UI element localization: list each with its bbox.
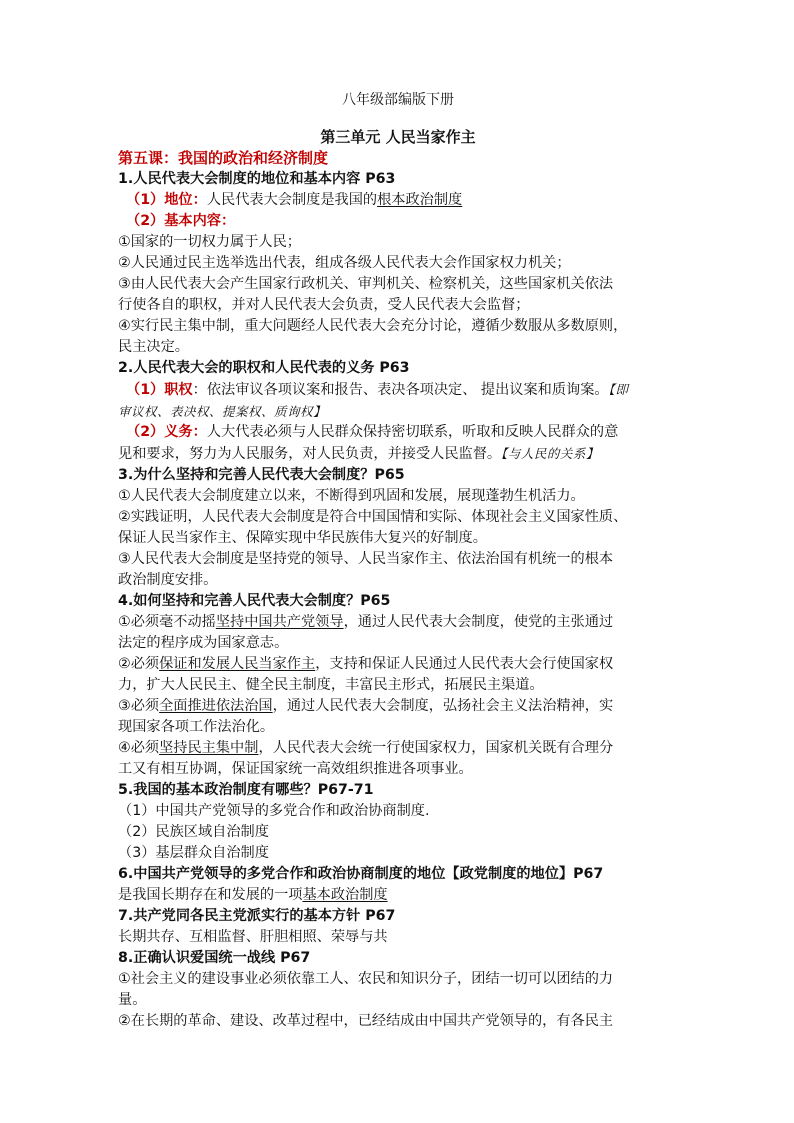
s3-item: 政治制度安排。 bbox=[118, 572, 218, 588]
s4-item-2-pre: ②必须 bbox=[118, 656, 160, 672]
s4-item-3 bbox=[118, 696, 678, 717]
question-1: 1.人民代表大会制度的地位和基本内容 P63 bbox=[118, 171, 396, 187]
s4-item-3-post: ，通过人民代表大会制度，弘扬社会主义法治精神，实 bbox=[272, 698, 614, 714]
s8-item: 量。 bbox=[118, 992, 147, 1008]
question-6: 6.中国共产党领导的多党合作和政治协商制度的地位【政党制度的地位】P67 bbox=[118, 866, 604, 882]
status-underline: 根本政治制度 bbox=[377, 192, 463, 208]
question-7: 7.共产党同各民主党派实行的基本方针 P67 bbox=[118, 908, 396, 924]
s6-answer-underline: 基本政治制度 bbox=[302, 887, 388, 903]
question-2: 2.人民代表大会的职权和人民代表的义务 P63 bbox=[118, 360, 410, 376]
question-5: 5.我国的基本政治制度有哪些？P67-71 bbox=[118, 782, 374, 798]
duties-paragraph-cont bbox=[118, 443, 678, 465]
s8-item: ①社会主义的建设事业必须依靠工人、农民和知识分子，团结一切可以团结的力 bbox=[118, 971, 614, 987]
label-duties: （2）义务： bbox=[126, 424, 207, 440]
s4-item-1-pre: ①必须毫不动摇 bbox=[118, 614, 216, 630]
s5-item: （3）基层群众自治制度 bbox=[118, 845, 269, 861]
s4-item-3-cont: 现国家各项工作法治化。 bbox=[118, 719, 275, 735]
s4-item-2 bbox=[118, 654, 678, 675]
s4-item-2-post: ，支持和保证人民通过人民代表大会行使国家权 bbox=[315, 656, 614, 672]
s4-item-4 bbox=[118, 738, 678, 759]
s6-answer-pre: 是我国长期存在和发展的一项 bbox=[118, 887, 303, 903]
unit-title: 第三单元 人民当家作主 bbox=[320, 128, 476, 146]
label-basic-content: （2）基本内容： bbox=[126, 213, 236, 229]
powers-paragraph bbox=[118, 379, 678, 401]
s4-item-1-cont: 法定的程序成为国家意志。 bbox=[118, 635, 289, 651]
s4-item-1 bbox=[118, 612, 678, 633]
s4-item-2-cont: 力，扩大人民民主、健全民主制度，丰富民主形式，拓展民主渠道。 bbox=[118, 677, 544, 693]
s1-item: ④实行民主集中制，重大问题经人民代表大会充分讨论，遵循少数服从多数原则， bbox=[118, 318, 628, 334]
powers-text: ：依法审议各项议案和报告、表决各项决定、 提出议案和质询案。 bbox=[192, 382, 609, 398]
duties-paragraph bbox=[118, 422, 678, 443]
document-title: 八年级部编版下册 bbox=[342, 92, 454, 108]
question-4: 4.如何坚持和完善人民代表大会制度？P65 bbox=[118, 593, 391, 609]
s4-item-4-post: ，人民代表大会统一行使国家权力，国家机关既有合理分 bbox=[258, 740, 614, 756]
lesson-title: 第五课：我国的政治和经济制度 bbox=[118, 149, 329, 167]
s8-item: ②在长期的革命、建设、改革过程中，已经结成由中国共产党领导的，有各民主 bbox=[118, 1013, 614, 1029]
s1-item: ③由人民代表大会产生国家行政机关、审判机关、检察机关，这些国家机关依法 bbox=[118, 276, 614, 292]
s4-item-2-underline: 保证和发展人民当家作主 bbox=[159, 656, 316, 672]
question-8: 8.正确认识爱国统一战线 P67 bbox=[118, 950, 311, 966]
s4-item-4-pre: ④必须 bbox=[118, 740, 160, 756]
s5-item: （1）中国共产党领导的多党合作和政治协商制度. bbox=[118, 803, 430, 819]
label-status: （1）地位： bbox=[126, 192, 207, 208]
s4-item-1-post: ，通过人民代表大会制度，使党的主张通过 bbox=[343, 614, 614, 630]
duties-text-cont: 见和要求，努力为人民服务，对人民负责，并接受人民监督。 bbox=[118, 446, 502, 462]
status-paragraph bbox=[118, 190, 678, 211]
s4-item-1-underline: 坚持中国共产党领导 bbox=[215, 614, 344, 630]
s6-answer bbox=[118, 885, 678, 906]
s3-item: ③人民代表大会制度是坚持党的领导、人民当家作主、依法治国有机统一的根本 bbox=[118, 551, 614, 567]
powers-note-cont: 审议权、表决权、提案权、质询权】 bbox=[118, 404, 327, 419]
powers-note: 【即 bbox=[608, 382, 629, 397]
label-powers: （1）职权 bbox=[126, 382, 193, 398]
s3-item: ②实践证明，人民代表大会制度是符合中国国情和实际、体现社会主义国家性质、 bbox=[118, 509, 628, 525]
s4-item-3-underline: 全面推进依法治国 bbox=[159, 698, 273, 714]
s4-item-3-pre: ③必须 bbox=[118, 698, 160, 714]
s7-answer: 长期共存、互相监督、肝胆相照、荣辱与共 bbox=[118, 929, 388, 945]
question-3: 3.为什么坚持和完善人民代表大会制度？P65 bbox=[118, 467, 405, 483]
s4-item-4-underline: 坚持民主集中制 bbox=[159, 740, 259, 756]
status-text: 人民代表大会制度是我国的 bbox=[206, 192, 378, 208]
duties-text: 人大代表必须与人民群众保持密切联系，听取和反映人民群众的意 bbox=[206, 424, 619, 440]
s3-item: 保证人民当家作主、保障实现中华民族伟大复兴的好制度。 bbox=[118, 530, 487, 546]
s1-item: 行使各自的职权，并对人民代表大会负责，受人民代表大会监督； bbox=[118, 297, 530, 313]
s4-item-4-cont: 工又有相互协调，保证国家统一高效组织推进各项事业。 bbox=[118, 761, 473, 777]
s1-item: ②人民通过民主选举选出代表，组成各级人民代表大会作国家权力机关； bbox=[118, 255, 571, 271]
s3-item: ①人民代表大会制度建立以来，不断得到巩固和发展，展现蓬勃生机活力。 bbox=[118, 488, 585, 504]
document-page bbox=[118, 90, 678, 1032]
duties-note: 【与人民的关系】 bbox=[501, 446, 599, 461]
s1-item: ①国家的一切权力属于人民； bbox=[118, 234, 301, 250]
s1-item: 民主决定。 bbox=[118, 339, 189, 355]
s5-item: （2）民族区域自治制度 bbox=[118, 824, 269, 840]
